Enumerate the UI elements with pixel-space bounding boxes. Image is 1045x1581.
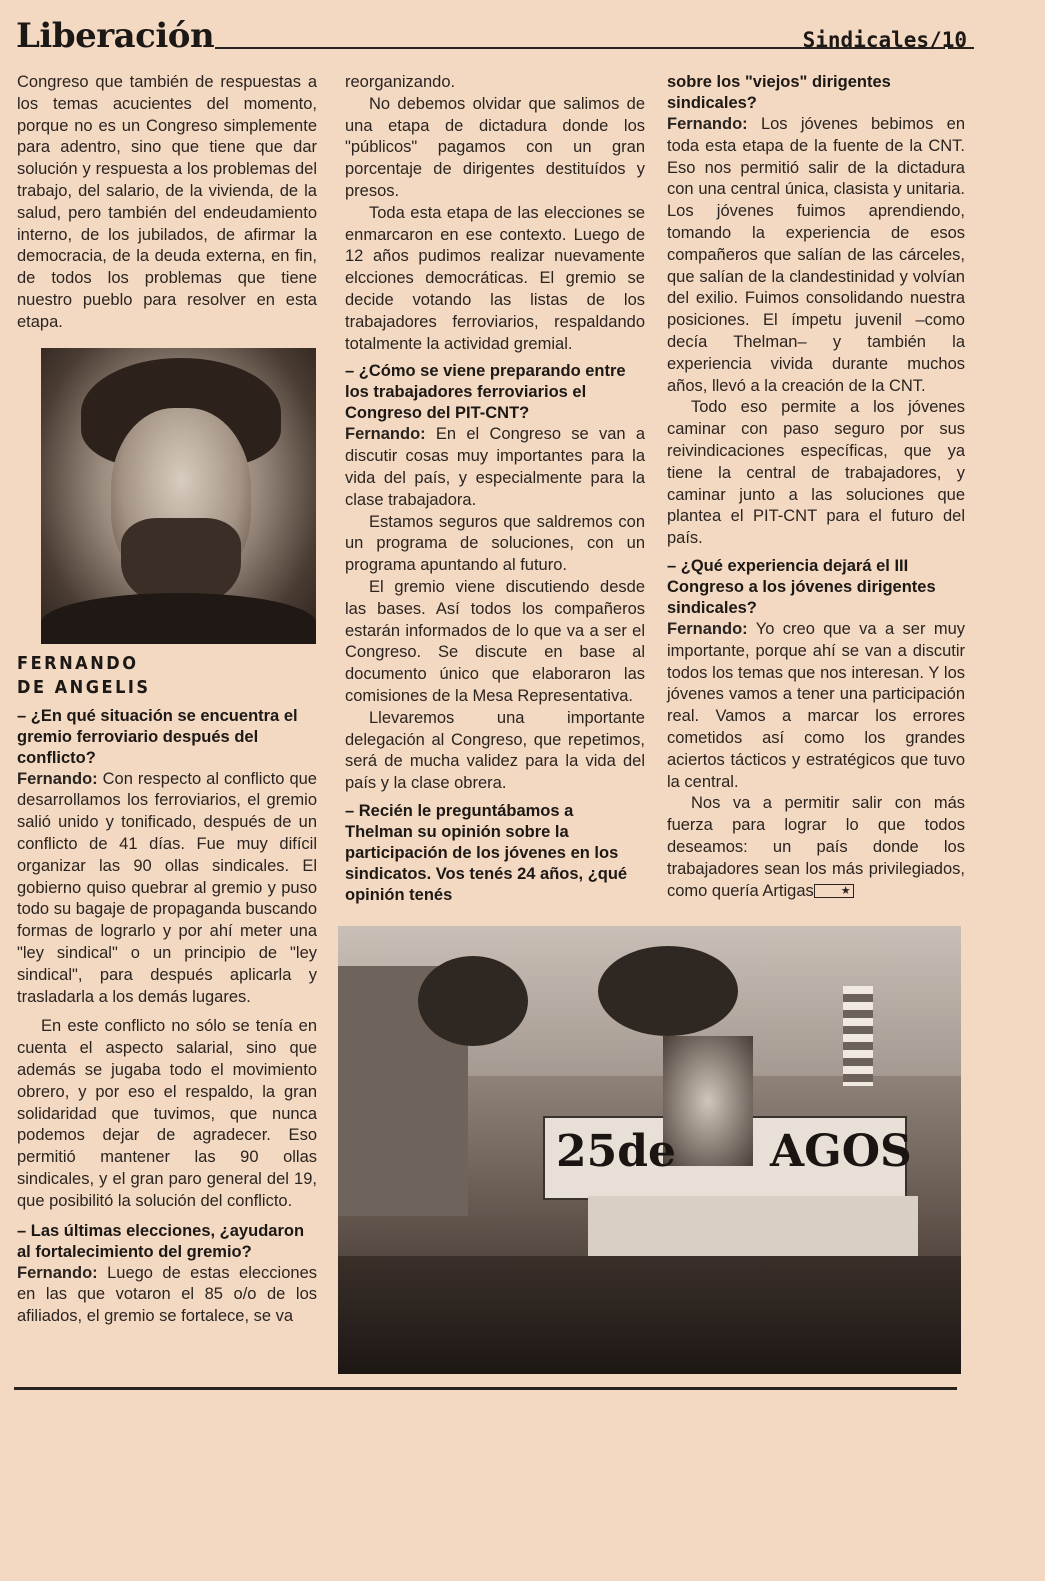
col2-paragraph-4: Estamos seguros que saldremos con un programa de soluciones, con un programa apuntando al futuro. xyxy=(345,512,645,575)
header-rule-tail xyxy=(948,47,974,49)
answer-1-text: Con respecto al conflicto que desarrollamos los ferroviarios, el gremio salió unido y tonificado, después de un conflicto de 41 días. Fue muy difícil organizar las 90 ollas sindicales. El gobierno quiso quebrar al gremio y puso todo su bagaje de propaganda buscando formas de lograrlo y por ahí meter una "ley sindical" o un principio de "ley sindical", para después aplicarla y trasladarla a los demás lugares. xyxy=(17,769,318,1006)
photo-flag xyxy=(843,986,873,1086)
question-4-continued: sobre los "viejos" dirigentes sindicales? xyxy=(667,73,891,112)
banner-text-right: AGOS xyxy=(770,1126,912,1177)
answer-1-paragraph-2: En este conflicto no sólo se tenía en cuenta el aspecto salarial, sino que además se jugaba todo el movimiento obrero, y por eso el respaldo, la gran solidaridad que tuvimos, que nunca podemos dejar de agradecer. Eso permitió mantener las 90 ollas sindicales, y el gran paro general del 19, que posibilitó la solución del conflicto. xyxy=(17,1017,317,1210)
col2-paragraph-1: reorganizando. xyxy=(345,73,456,91)
answer-2-text: Luego de estas elecciones en las que votaron el 85 o/o de los afiliados, el gremio se fortalece, se va xyxy=(17,1263,317,1326)
question-1: – ¿En qué situación se encuentra el gremio ferroviario después del conflicto? xyxy=(17,706,298,767)
answer-5-text: Yo creo que va a ser muy importante, porque ahí se van a discutir todos los temas que nos interesan. Y los jóvenes vamos a tener una participación real. Vamos a marcar los errores cometidos así como los grandes aciertos tácticos y estratégicos que tuvo la central. xyxy=(667,619,965,791)
caption-first-name: FERNANDO xyxy=(17,652,139,674)
answer-4-text: Los jóvenes bebimos en toda esta etapa de la fuente de la CNT. Eso nos permitió salir de la dictadura con una central única, clasista y unitaria. Los jóvenes fuimos aprendiendo, tomando la experiencia de esos compañeros que salían de las cárceles, que salían de la clandestinidad y volvían del exilio. Fuimos consolidando nuestra posiciones. El ímpetu juvenil –como decía Thelman– y también la experiencia vivida durante muchos años, llevó a la creación de la CNT. xyxy=(667,115,965,395)
photo-sub-banner xyxy=(588,1196,918,1256)
end-mark-icon: ★ xyxy=(814,884,854,898)
speaker-label: Fernando: xyxy=(17,769,98,788)
speaker-label: Fernando: xyxy=(667,619,748,638)
col3-paragraph-2: Todo eso permite a los jóvenes caminar con paso seguro por sus reivindicaciones específicas, que ya tiene la central de trabajadores, y caminar junto a las soluciones que plantea el PIT-CNT para el futuro del país. xyxy=(667,398,965,548)
portrait-shoulders xyxy=(41,593,316,644)
section-tag: Sindicales/10 xyxy=(802,28,967,52)
question-3: – ¿Cómo se viene preparando entre los trabajadores ferroviarios el Congreso del PIT-CNT? xyxy=(345,362,626,423)
question-4: – Recién le preguntábamos a Thelman su opinión sobre la participación de los jóvenes en los sindicatos. Vos tenés 24 años, ¿qué opinión tenés xyxy=(345,801,628,904)
photo-palm-tree xyxy=(418,956,528,1046)
col2-paragraph-5: El gremio viene discutiendo desde las bases. Así todos los compañeros estarán informados de lo que va a ser el Congreso. Se discute en base al documento único que elaboraron las comisiones de la Mesa Representativa. xyxy=(345,577,645,705)
caption-last-name: DE ANGELIS xyxy=(17,676,151,698)
photo-portrait-sign xyxy=(663,1036,753,1166)
speaker-label: Fernando: xyxy=(667,115,748,133)
col3-paragraph-3 xyxy=(667,793,965,902)
column-3 xyxy=(667,72,965,902)
speaker-label: Fernando: xyxy=(17,1263,98,1282)
column-2 xyxy=(345,72,645,906)
portrait-caption xyxy=(17,652,317,700)
closing-text: Nos va a permitir salir con más fuerza para lograr lo que todos deseamos: un país donde los trabajadores sean los más privilegiados, como quería Artigas xyxy=(667,794,965,900)
bottom-rule xyxy=(14,1387,957,1390)
answer-3 xyxy=(345,424,645,511)
masthead: Liberación xyxy=(16,16,215,56)
answer-2 xyxy=(17,1263,317,1328)
portrait-photo xyxy=(41,348,316,644)
question-5: – ¿Qué experiencia dejará el III Congreso a los jóvenes dirigentes sindicales? xyxy=(667,556,936,617)
speaker-label: Fernando: xyxy=(345,425,426,444)
photo-crowd xyxy=(338,1256,961,1374)
answer-4 xyxy=(667,114,965,397)
col2-paragraph-2: No debemos olvidar que salimos de una etapa de dictadura donde los "públicos" pagamos con un gran porcentaje de dirigentes destituídos y presos. xyxy=(345,94,645,200)
answer-5 xyxy=(667,619,965,793)
question-2: – Las últimas elecciones, ¿ayudaron al fortalecimiento del gremio? xyxy=(17,1221,305,1261)
photo-palm-tree xyxy=(598,946,738,1036)
answer-1 xyxy=(17,769,317,1009)
col2-paragraph-6: Llevaremos una importante delegación al Congreso, que repetimos, será de mucha validez para la vida del país y la clase obrera. xyxy=(345,708,645,793)
answer-3-text: En el Congreso se van a discutir cosas muy importantes para la vida del país, y especialmente para la clase trabajadora. xyxy=(345,425,645,509)
col2-paragraph-3: Toda esta etapa de las elecciones se enmarcaron en ese contexto. Luego de 12 años pudimos realizar nuevamente elcciones democráticas. El gremio se decide votando las listas de los trabajadores ferroviarios, respaldando totalmente la actividad gremial. xyxy=(345,203,645,353)
column-1 xyxy=(17,72,317,1328)
protest-photo xyxy=(338,926,961,1374)
banner-text-left: 25de xyxy=(556,1126,676,1177)
intro-paragraph: Congreso que también de respuestas a los temas acucientes del momento, porque no es un Congreso simplemente para adentro, sino que tiene que dar solución y respuesta a los problemas del trabajo, del salario, de la vivienda, de la salud, pero también del endeudamiento interno, de los jubilados, de afirmar la democracia, de la deuda externa, en fin, de todos los problemas que tiene nuestro pueblo para resolver en esta etapa. xyxy=(17,73,317,331)
